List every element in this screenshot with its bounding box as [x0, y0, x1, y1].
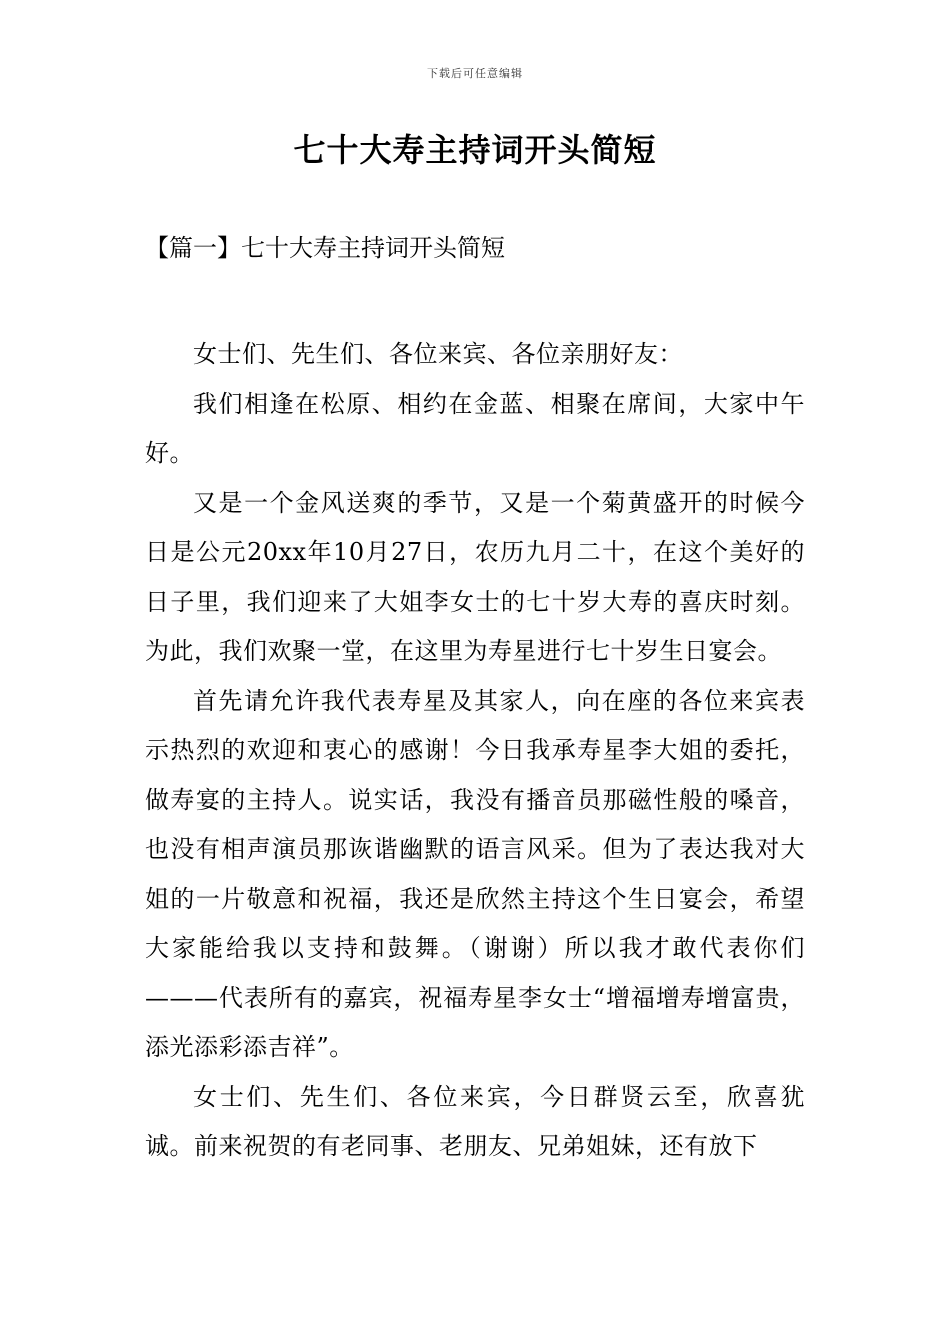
- paragraph-host-intro: 首先请允许我代表寿星及其家人，向在座的各位来宾表示热烈的欢迎和衷心的感谢！今日我承寿星李大姐的委托，做寿宴的主持人。说实话，我没有播音员那磁性般的嗓音，也没有相声演员那诙谐幽默的语言风采。但为了表达我对大姐的一片敬意和祝福，我还是欣然主持这个生日宴会，希望大家能给我以支持和鼓舞。（谢谢）所以我才敢代表你们———代表所有的嘉宾，祝福寿星李女士“增福增寿增富贵，添光添彩添吉祥”。: [145, 686, 805, 1061]
- document-title: 七十大寿主持词开头简短: [293, 131, 657, 169]
- section-heading: 【篇一】七十大寿主持词开头简短: [145, 234, 505, 262]
- paragraph-guests: 女士们、先生们、各位来宾，今日群贤云至，欣喜犹诚。前来祝贺的有老同事、老朋友、兄弟姐妹，还有放下: [145, 1082, 805, 1160]
- paragraph-occasion: 又是一个金风送爽的季节，又是一个菊黄盛开的时候今日是公元20xx年10月27日，农历九月二十，在这个美好的日子里，我们迎来了大姐李女士的七十岁大寿的喜庆时刻。为此，我们欢聚一堂，在这里为寿星进行七十岁生日宴会。: [145, 488, 805, 665]
- paragraph-welcome: 我们相逢在松原、相约在金蓝、相聚在席间，大家中午好。: [145, 389, 805, 467]
- header-note: 下载后可任意编辑: [427, 67, 523, 80]
- document-body: [145, 330, 805, 1172]
- paragraph-greeting: 女士们、先生们、各位来宾、各位亲朋好友：: [193, 340, 683, 368]
